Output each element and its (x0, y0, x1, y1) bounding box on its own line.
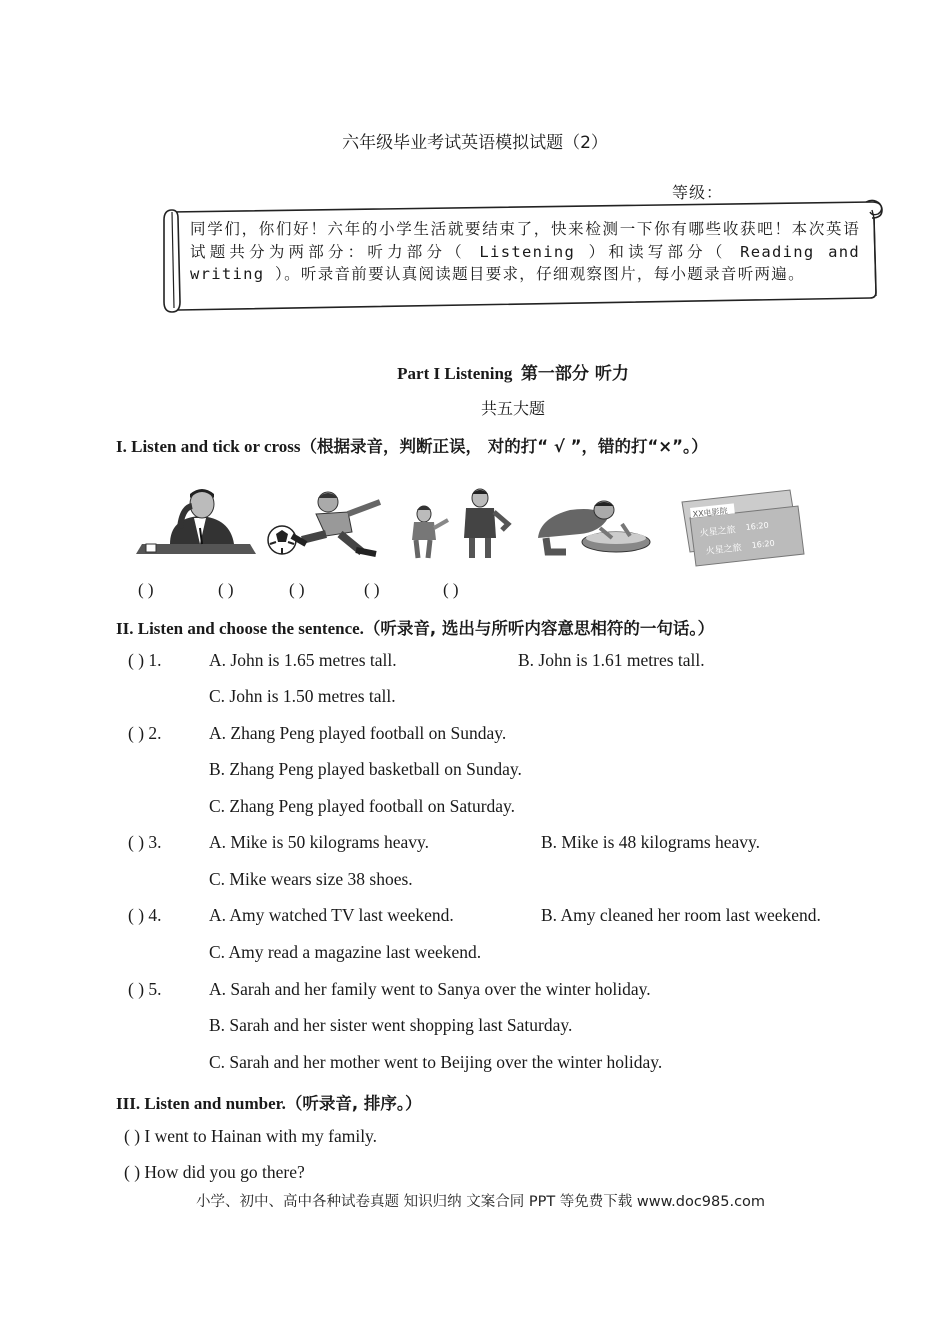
ticket-header: XX电影院 (692, 506, 728, 519)
section2-title-zh: （听录音, 选出与所听内容意思相符的一句话。） (363, 619, 715, 638)
section1-pictures (130, 488, 810, 568)
page-title: 六年级毕业考试英语模拟试题（2） (342, 133, 608, 153)
q5-option-a: A. Sarah and her family went to Sanya over the winter holiday. (209, 979, 651, 999)
boy-and-man-picture (412, 489, 508, 558)
section2-title (116, 615, 714, 639)
section1-title-zh: （根据录音，判断正误， 对的打“ √ ”，错的打“×”。） (300, 437, 708, 456)
answer-blank-4[interactable]: ( ) (364, 580, 380, 599)
section3-item-2[interactable]: ( ) How did you go there? (124, 1162, 305, 1182)
answer-blank-5[interactable]: ( ) (443, 580, 459, 599)
ticket-time-1: 16:20 (745, 520, 770, 532)
boy-football-picture (268, 492, 380, 554)
part1-title-en: Part I Listening (397, 364, 513, 383)
section1-title-en: I. Listen and tick or cross (116, 437, 301, 456)
section1-title (116, 433, 708, 457)
answer-blank-3[interactable]: ( ) (289, 580, 305, 599)
section3-title-en: III. Listen and number. (116, 1094, 286, 1113)
q2-number[interactable]: ( ) 2. (128, 723, 162, 743)
ticket-title-2: 火星之旅 (705, 543, 743, 557)
q1-option-a: A. John is 1.65 metres tall. (209, 650, 397, 670)
ticket-time-2: 16:20 (751, 538, 776, 550)
man-on-phone-picture (136, 489, 256, 554)
q5-option-c: C. Sarah and her mother went to Beijing over the winter holiday. (209, 1052, 663, 1072)
section3-title-zh: （听录音, 排序。） (285, 1094, 422, 1113)
q4-option-b: B. Amy cleaned her room last weekend. (541, 905, 821, 925)
movie-tickets-picture (682, 490, 804, 566)
q5-number[interactable]: ( ) 5. (128, 979, 162, 999)
q1-option-b: B. John is 1.61 metres tall. (518, 650, 705, 670)
grade-label: 等级： (672, 183, 724, 202)
q4-number[interactable]: ( ) 4. (128, 905, 162, 925)
ticket-title-1: 火星之旅 (699, 525, 737, 539)
answer-blank-2[interactable]: ( ) (218, 580, 234, 599)
part1-count: 共五大题 (480, 399, 545, 418)
section3-item-1[interactable]: ( ) I went to Hainan with my family. (124, 1126, 378, 1146)
q1-option-c: C. John is 1.50 metres tall. (209, 686, 396, 706)
q3-number[interactable]: ( ) 3. (128, 832, 162, 852)
section2-title-en: II. Listen and choose the sentence. (116, 619, 364, 638)
q4-option-a: A. Amy watched TV last weekend. (209, 905, 454, 925)
q2-option-a: A. Zhang Peng played football on Sunday. (209, 723, 507, 743)
q2-option-b: B. Zhang Peng played basketball on Sunday. (209, 759, 522, 779)
q1-number[interactable]: ( ) 1. (128, 650, 162, 670)
q5-option-b: B. Sarah and her sister went shopping last Saturday. (209, 1015, 573, 1035)
section3-title (116, 1090, 422, 1114)
answer-blank-1[interactable]: ( ) (138, 580, 154, 599)
part1-title (0, 359, 950, 384)
q4-option-c: C. Amy read a magazine last weekend. (209, 942, 482, 962)
q3-option-a: A. Mike is 50 kilograms heavy. (209, 832, 430, 852)
q3-option-c: C. Mike wears size 38 shoes. (209, 869, 413, 889)
washing-clothes-picture (538, 501, 650, 552)
intro-text: 同学们，你们好！六年的小学生活就要结束了，快来检测一下你有哪些收获吧！本次英语试题共分为两部分：听力部分（ Listening ）和读写部分（ Reading and writing ）。听录音前要认真阅读题目要求，仔细观察图片，每小题录音听两遍。 (190, 220, 860, 283)
q2-option-c: C. Zhang Peng played football on Saturday. (209, 796, 516, 816)
part1-title-zh: 第一部分 听力 (520, 364, 629, 384)
page-footer: 小学、初中、高中各种试卷真题 知识归纳 文案合同 PPT 等免费下载 www.doc985.com (196, 1194, 766, 1210)
q3-option-b: B. Mike is 48 kilograms heavy. (541, 832, 761, 852)
